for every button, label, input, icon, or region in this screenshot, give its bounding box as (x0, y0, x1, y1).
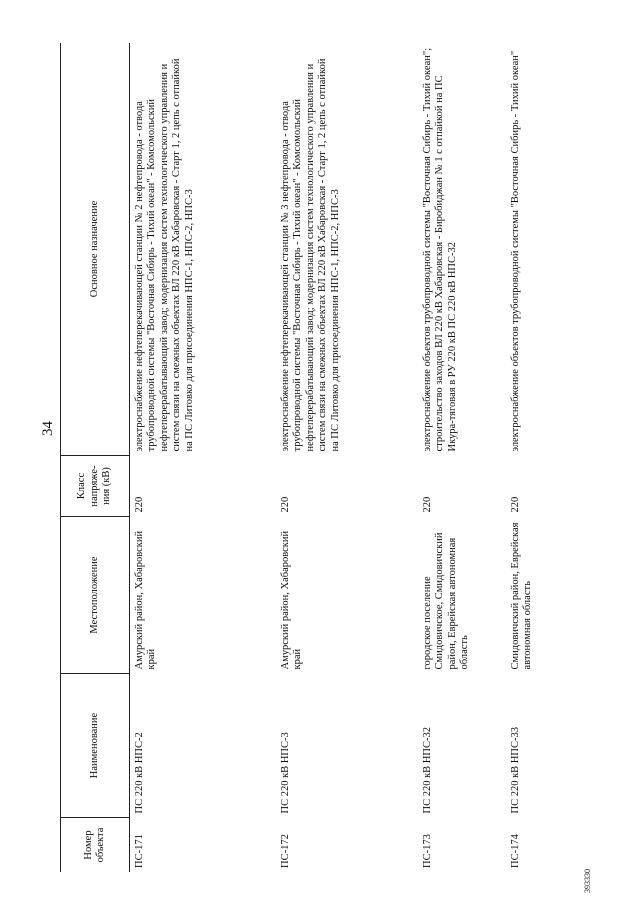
cell-name: ПС 220 кВ НПС-3 (280, 732, 291, 814)
table-row (276, 43, 418, 872)
cell-id: ПС-173 (422, 834, 433, 868)
table-row (506, 43, 580, 872)
header-location: Местоположение (61, 517, 130, 674)
cell-name: ПС 220 кВ НПС-2 (134, 732, 145, 814)
cell-location: Амурский район, Хабаровский край (134, 530, 158, 670)
cell-purpose: электроснабжение нефтеперекачивающей станции № 2 нефтепровода - отвода трубопроводной системы "Восточная Сибирь - Тихий океан" - Комсомольский нефтеперерабатывающий завод; модернизация систем технологического управления и систем связи на смежных объектах ВЛ 220 кВ Хабаровская - Старт 1, 2 цепь с отпайкой на ПС Литовко для присоединения НПС-1, НПС-2, НПС-3 (134, 58, 195, 452)
cell-voltage: 220 (134, 496, 145, 513)
table-row (130, 43, 277, 872)
cell-purpose: электроснабжение нефтеперекачивающей станции № 3 нефтепровода - отвода трубопроводной системы "Восточная Сибирь - Тихий океан" - Комсомольский нефтеперерабатывающий завод; модернизация систем технологического управления и систем связи на смежных объектах ВЛ 220 кВ Хабаровская - Старт 1, 2 цепь с отпайкой на ПС Литовко для присоединения НПС-1, НПС-2, НПС-3 (280, 58, 341, 452)
cell-voltage: 220 (510, 496, 521, 513)
objects-table (60, 43, 580, 872)
cell-location: Смидовичский район, Еврейская автономная область (510, 522, 534, 670)
cell-location: городское поселение Смидовичское, Смидовичский район, Еврейская автономная область (422, 532, 471, 670)
cell-name: ПС 220 кВ НПС-32 (422, 727, 433, 814)
footer-code: 393330 (583, 869, 592, 893)
header-voltage: Класс напряже-ния (кВ) (61, 456, 130, 517)
cell-location: Амурский район, Хабаровский край (280, 530, 304, 670)
cell-id: ПС-171 (134, 834, 145, 868)
cell-id: ПС-174 (510, 834, 521, 868)
cell-voltage: 220 (280, 496, 291, 513)
cell-voltage: 220 (422, 496, 433, 513)
objects-table-sheet (60, 43, 615, 872)
cell-purpose: электроснабжение объектов трубопроводной системы "Восточная Сибирь - Тихий океан"; строительство заходов ВЛ 220 кВ Хабаровская - Биробиджан № 1 с отпайкой на ПС Икура-тяговая в РУ 220 кВ ПС 220 кВ НПС-32 (422, 47, 458, 452)
table-header-row (61, 43, 130, 872)
header-name: Наименование (61, 674, 130, 818)
header-id: Номер объекта (61, 818, 130, 873)
page-number: 34 (40, 421, 56, 436)
header-purpose: Основное назначение (61, 43, 130, 456)
table-row (418, 43, 506, 872)
cell-name: ПС 220 кВ НПС-33 (510, 727, 521, 814)
cell-purpose: электроснабжение объектов трубопроводной системы "Восточная Сибирь - Тихий океан" (510, 50, 521, 452)
cell-id: ПС-172 (280, 834, 291, 868)
